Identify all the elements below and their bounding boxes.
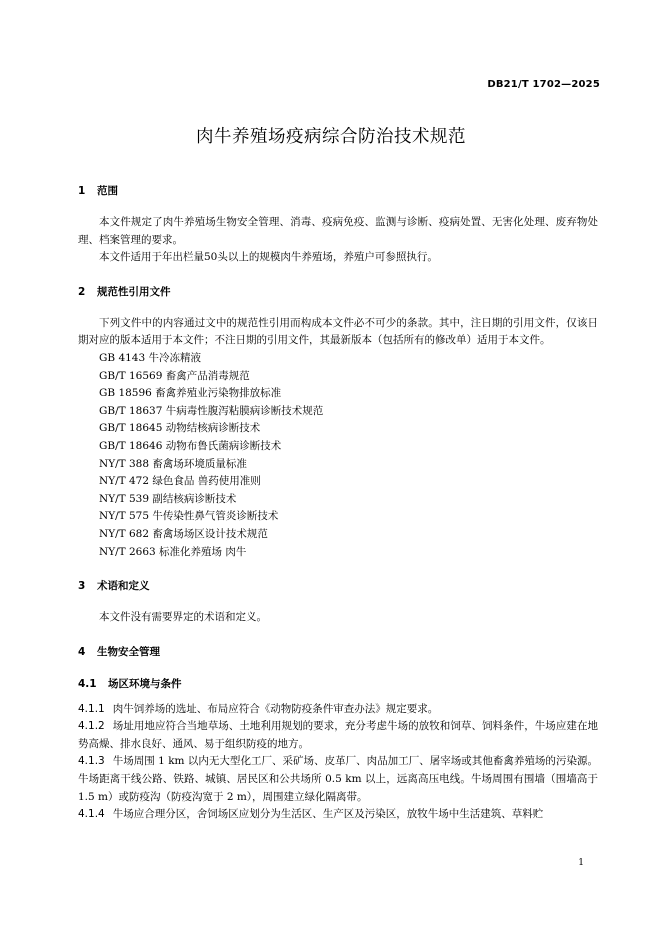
section-title: 范围 — [97, 185, 118, 197]
section-number: 2 — [78, 285, 86, 298]
clause-text: 场址用地应符合当地草场、土地利用规划的要求，充分考虑牛场的放牧和饲草、饲料条件，牛场应建在地势高燥、排水良好、通风、易于组织防疫的地方。 — [78, 720, 598, 750]
clause-number: 4.1.1 — [78, 702, 105, 715]
clause-number: 4.1.3 — [78, 755, 105, 768]
reference-item: NY/T 388 畜禽场环境质量标准 — [99, 457, 247, 470]
section-number: 4 — [78, 645, 86, 658]
clause-number: 4.1.2 — [78, 720, 105, 733]
document-body — [78, 182, 598, 824]
clause-text: 牛场周围 1 km 以内无大型化工厂、采矿场、皮革厂、肉品加工厂、屠宰场或其他畜禽养殖场的污染源。牛场距离干线公路、铁路、城镇、居民区和公共场所 0.5 km 以上，远离高压电线。牛场周围有围墙（围墙高于 1.5 m）或防疫沟（防疫沟宽于 2 m），周围建立绿化隔离带。 — [78, 755, 598, 803]
subsection-heading-site-environment — [78, 675, 598, 693]
scope-paragraph-2: 本文件适用于年出栏量50头以上的规模肉牛养殖场，养殖户可参照执行。 — [99, 251, 438, 264]
scope-paragraph-1: 本文件规定了肉牛养殖场生物安全管理、消毒、疫病免疫、监测与诊断、疫病处置、无害化处理、废弃物处理、档案管理的要求。 — [78, 216, 598, 246]
clause-number: 4.1.4 — [78, 808, 105, 821]
reference-item: NY/T 2663 标准化养殖场 肉牛 — [99, 545, 247, 558]
reference-list — [78, 350, 598, 561]
reference-item: GB 4143 牛冷冻精液 — [99, 351, 202, 364]
references-intro-paragraph: 下列文件中的内容通过文中的规范性引用而构成本文件必不可少的条款。其中，注日期的引用文件，仅该日期对应的版本适用于本文件；不注日期的引用文件，其最新版本（包括所有的修改单）适用于本文件。 — [78, 316, 598, 347]
reference-item: NY/T 472 绿色食品 兽药使用准则 — [99, 475, 261, 488]
section-title: 生物安全管理 — [97, 645, 160, 658]
clause-4-1-4 — [78, 806, 598, 824]
section-title: 规范性引用文件 — [97, 285, 171, 298]
terms-paragraph: 本文件没有需要界定的术语和定义。 — [99, 611, 267, 624]
section-title: 术语和定义 — [97, 580, 150, 593]
reference-item: GB/T 18645 动物结核病诊断技术 — [99, 422, 261, 435]
section-heading-biosecurity — [78, 643, 598, 661]
section-heading-normative-references — [78, 283, 598, 301]
subsection-number: 4.1 — [78, 677, 97, 690]
clause-4-1-1 — [78, 701, 598, 719]
clause-text: 牛场应合理分区，舍饲场区应划分为生活区、生产区及污染区，放牧牛场中生活建筑、草料贮 — [112, 808, 544, 821]
document-code: DB21/T 1702—2025 — [487, 79, 600, 90]
section-number: 3 — [78, 580, 86, 593]
section-heading-scope — [78, 182, 598, 200]
page-title: 肉牛养殖场疫病综合防治技术规范 — [196, 127, 466, 147]
reference-item: NY/T 539 副结核病诊断技术 — [99, 492, 237, 505]
section-heading-terms — [78, 577, 598, 595]
reference-item: GB/T 18646 动物布鲁氏菌病诊断技术 — [99, 439, 282, 452]
reference-item: GB 18596 畜禽养殖业污染物排放标准 — [99, 387, 282, 400]
page-number: 1 — [578, 858, 584, 868]
clause-4-1-3 — [78, 753, 598, 806]
clause-4-1-2 — [78, 718, 598, 753]
reference-item: GB/T 16569 畜禽产品消毒规范 — [99, 369, 250, 382]
reference-item: NY/T 682 畜禽场场区设计技术规范 — [99, 527, 268, 540]
clause-text: 肉牛饲养场的选址、布局应符合《动物防疫条件审查办法》规定要求。 — [112, 702, 439, 715]
section-number: 1 — [78, 185, 86, 197]
reference-item: NY/T 575 牛传染性鼻气管炎诊断技术 — [99, 510, 279, 523]
reference-item: GB/T 18637 牛病毒性腹泻粘膜病诊断技术规范 — [99, 404, 324, 417]
subsection-title: 场区环境与条件 — [108, 677, 182, 690]
